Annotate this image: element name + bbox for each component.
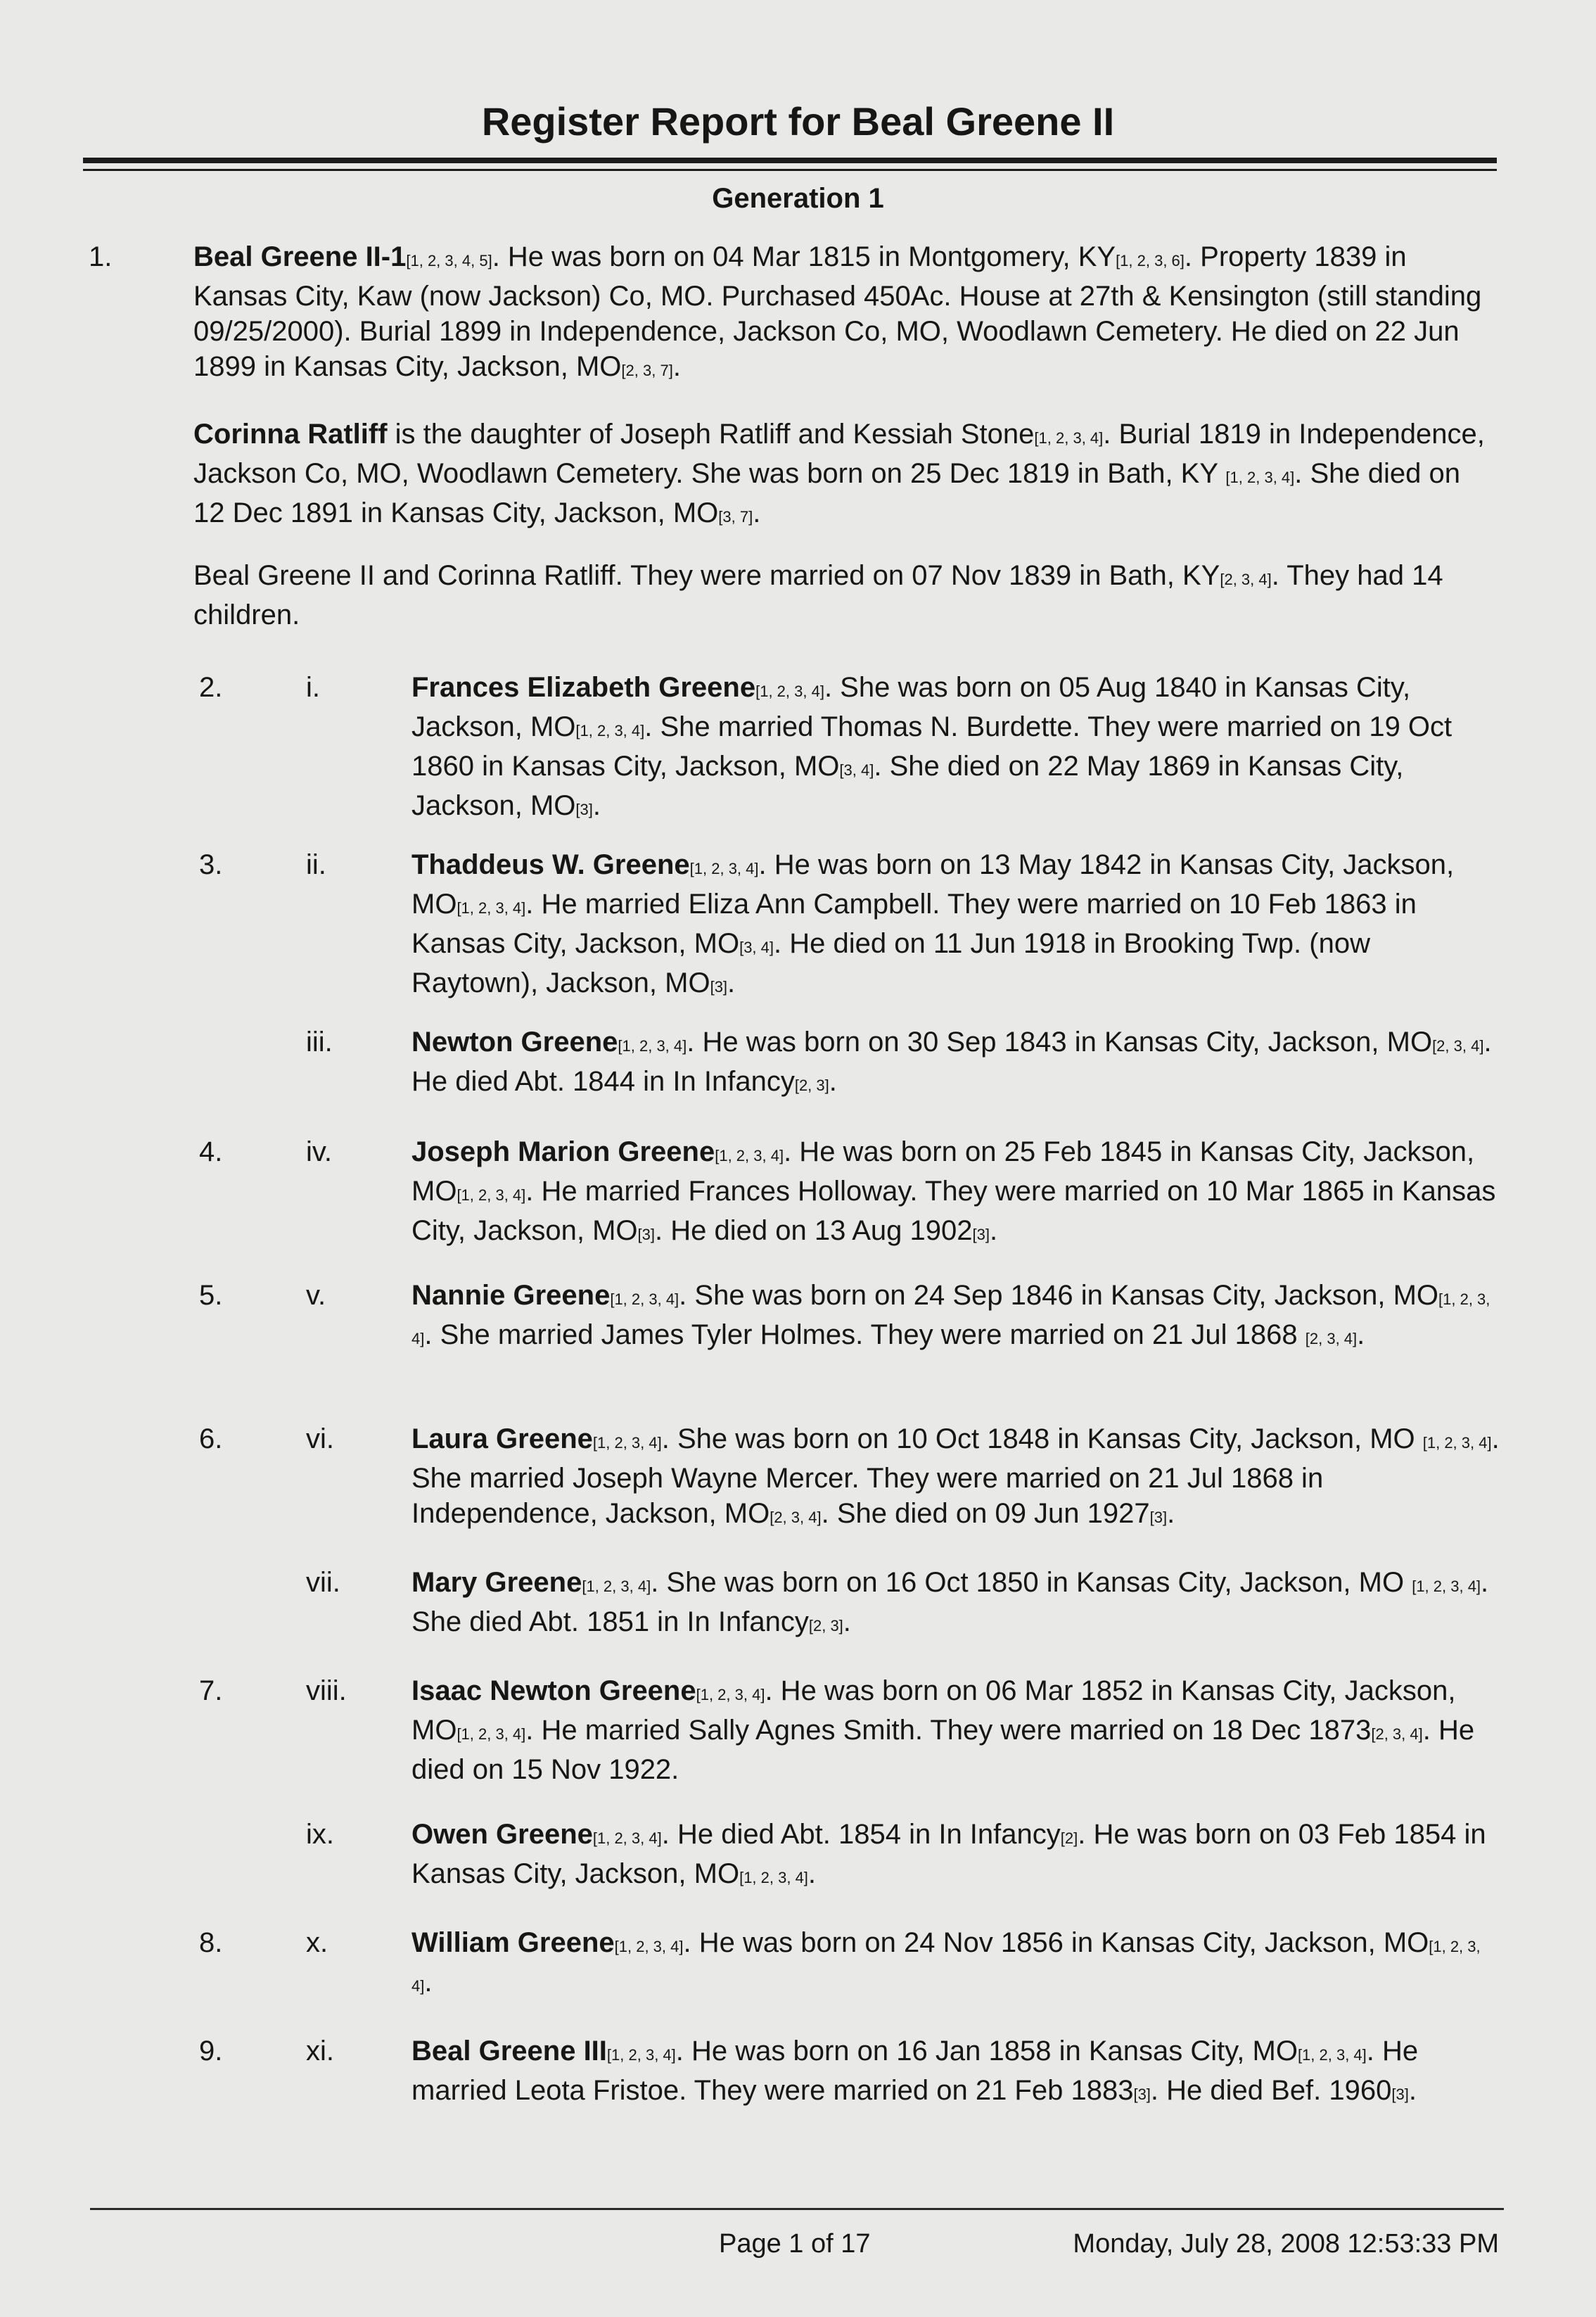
- child-roman-numeral: x.: [306, 1927, 328, 1958]
- child-name: William Greene: [411, 1927, 615, 1958]
- child-text: William Greene[1, 2, 3, 4]. He was born on 24 Nov 1856 in Kansas City, Jackson, MO[1, 2, 3, 4].: [411, 1927, 1481, 1998]
- child-roman-numeral: iii.: [306, 1027, 333, 1058]
- child-text: Thaddeus W. Greene[1, 2, 3, 4]. He was born on 13 May 1842 in Kansas City, Jackson, MO[1, 2, 3, 4]. He married Eliza Ann Campbell. They were married on 10 Feb 1863 in Kansas City, Jackson, MO[3, 4]. He died on 11 Jun 1918 in Brooking Twp. (now Raytown), Jackson, MO[3].: [411, 849, 1455, 998]
- spouse-name: Corinna Ratliff: [193, 419, 388, 450]
- person-name: Beal Greene II-1: [193, 241, 407, 272]
- child-name: Thaddeus W. Greene: [411, 849, 690, 880]
- page-title: Register Report for Beal Greene II: [481, 99, 1115, 144]
- citation: [2, 3, 4]: [1220, 571, 1272, 588]
- child-text: Nannie Greene[1, 2, 3, 4]. She was born on 24 Sep 1846 in Kansas City, Jackson, MO[1, 2, 3, 4]. She married James Tyler Holmes. They were married on 21 Jul 1868 [2, 3, 4].: [411, 1280, 1490, 1350]
- citation: [1, 2, 3, 6]: [1116, 252, 1185, 269]
- marriage-paragraph: Beal Greene II and Corinna Ratliff. They were married on 07 Nov 1839 in Bath, KY[2, 3, 4]. They had 14 children.: [193, 560, 1443, 630]
- child-name: Joseph Marion Greene: [411, 1136, 715, 1167]
- child-name: Laura Greene: [411, 1423, 593, 1454]
- child-number: 6.: [199, 1423, 223, 1454]
- report-datetime: Monday, July 28, 2008 12:53:33 PM: [1073, 2229, 1499, 2259]
- spouse-paragraph: Corinna Ratliff is the daughter of Joseph Ratliff and Kessiah Stone[1, 2, 3, 4]. Burial 1819 in Independence, Jackson Co, MO, Woodlawn Cemetery. She was born on 25 Dec 1819 in Bath, KY [1, 2, 3, 4]. She died on 12 Dec 1891 in Kansas City, Jackson, MO[3, 7].: [193, 419, 1485, 528]
- child-roman-numeral: v.: [306, 1280, 326, 1311]
- child-name: Nannie Greene: [411, 1280, 611, 1311]
- child-text: Joseph Marion Greene[1, 2, 3, 4]. He was born on 25 Feb 1845 in Kansas City, Jackson, MO[1, 2, 3, 4]. He married Frances Holloway. They were married on 10 Mar 1865 in Kansas City, Jackson, MO[3]. He died on 13 Aug 1902[3].: [411, 1136, 1496, 1246]
- child-roman-numeral: viii.: [306, 1675, 347, 1706]
- child-text: Newton Greene[1, 2, 3, 4]. He was born on 30 Sep 1843 in Kansas City, Jackson, MO[2, 3, 4]. He died Abt. 1844 in In Infancy[2, 3].: [411, 1027, 1492, 1097]
- child-name: Mary Greene: [411, 1567, 582, 1598]
- child-roman-numeral: xi.: [306, 2036, 334, 2067]
- citation: [1, 2, 3, 4, 5]: [406, 252, 492, 269]
- child-name: Newton Greene: [411, 1027, 618, 1058]
- child-text: Owen Greene[1, 2, 3, 4]. He died Abt. 1854 in In Infancy[2]. He was born on 03 Feb 1854 in Kansas City, Jackson, MO[1, 2, 3, 4].: [411, 1819, 1486, 1889]
- child-roman-numeral: ii.: [306, 849, 326, 880]
- footer-rule: [90, 2208, 1504, 2210]
- child-name: Beal Greene III: [411, 2036, 607, 2067]
- child-number: 9.: [199, 2036, 223, 2067]
- citation: [1, 2, 3, 4]: [1034, 429, 1104, 447]
- child-number: 4.: [199, 1136, 223, 1167]
- main-entry-paragraph: Beal Greene II-1[1, 2, 3, 4, 5]. He was born on 04 Mar 1815 in Montgomery, KY[1, 2, 3, 6]. Property 1839 in Kansas City, Kaw (now Jackson) Co, MO. Purchased 450Ac. House at 27th & Kensington (still standing 09/25/2000). Burial 1899 in Independence, Jackson Co, MO, Woodlawn Cemetery. He died on 22 Jun 1899 in Kansas City, Jackson, MO[2, 3, 7].: [193, 241, 1482, 382]
- child-text: Isaac Newton Greene[1, 2, 3, 4]. He was born on 06 Mar 1852 in Kansas City, Jackson, MO[1, 2, 3, 4]. He married Sally Agnes Smith. They were married on 18 Dec 1873[2, 3, 4]. He died on 15 Nov 1922.: [411, 1675, 1475, 1785]
- title-rule-thin: [83, 169, 1497, 171]
- title-rule-thick: [83, 158, 1497, 163]
- child-roman-numeral: iv.: [306, 1136, 333, 1167]
- child-name: Isaac Newton Greene: [411, 1675, 696, 1706]
- child-name: Owen Greene: [411, 1819, 593, 1850]
- citation: [1, 2, 3, 4]: [1225, 469, 1295, 486]
- child-text: Beal Greene III[1, 2, 3, 4]. He was born on 16 Jan 1858 in Kansas City, MO[1, 2, 3, 4]. He married Leota Fristoe. They were married on 21 Feb 1883[3]. He died Bef. 1960[3].: [411, 2036, 1419, 2106]
- child-number: 2.: [199, 672, 223, 703]
- generation-heading: Generation 1: [712, 183, 884, 214]
- child-number: 8.: [199, 1927, 223, 1958]
- child-roman-numeral: ix.: [306, 1819, 334, 1850]
- child-text: Mary Greene[1, 2, 3, 4]. She was born on 16 Oct 1850 in Kansas City, Jackson, MO [1, 2, 3, 4]. She died Abt. 1851 in In Infancy[2, 3].: [411, 1567, 1489, 1637]
- child-text: Laura Greene[1, 2, 3, 4]. She was born on 10 Oct 1848 in Kansas City, Jackson, MO [1, 2, 3, 4]. She married Joseph Wayne Mercer. They were married on 21 Jul 1868 in Independence, Jackson, MO[2, 3, 4]. She died on 09 Jun 1927[3].: [411, 1423, 1500, 1529]
- child-text: Frances Elizabeth Greene[1, 2, 3, 4]. She was born on 05 Aug 1840 in Kansas City, Jackson, MO[1, 2, 3, 4]. She married Thomas N. Burdette. They were married on 19 Oct 1860 in Kansas City, Jackson, MO[3, 4]. She died on 22 May 1869 in Kansas City, Jackson, MO[3].: [411, 672, 1453, 821]
- child-number: 7.: [199, 1675, 223, 1706]
- citation: [2, 3, 7]: [621, 362, 673, 379]
- page-number: Page 1 of 17: [719, 2229, 871, 2259]
- child-roman-numeral: i.: [306, 672, 320, 703]
- child-roman-numeral: vi.: [306, 1423, 334, 1454]
- child-name: Frances Elizabeth Greene: [411, 672, 756, 703]
- child-roman-numeral: vii.: [306, 1567, 340, 1598]
- entry-number: 1.: [89, 241, 113, 272]
- citation: [3, 7]: [718, 508, 753, 526]
- child-number: 5.: [199, 1280, 223, 1311]
- child-number: 3.: [199, 849, 223, 880]
